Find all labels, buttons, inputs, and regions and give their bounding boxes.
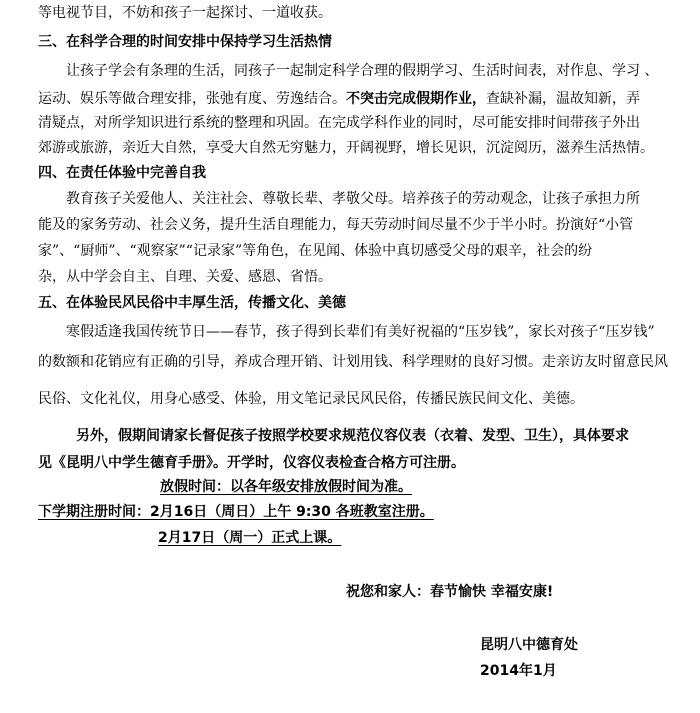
- section-3-para-line-3: 清疑点，对所学知识进行系统的整理和巩固。在完成学科作业的同时，尽可能安排时间带孩子外出: [38, 115, 640, 131]
- intro-tail-text: 等电视节目，不妨和孩子一起探讨、一道收获。: [38, 5, 332, 21]
- section-3-emphasis: 不突击完成假期作业，: [346, 91, 486, 107]
- signature-org: 昆明八中德育处: [480, 637, 578, 653]
- signature-date: 2014年1月: [480, 663, 557, 679]
- section-3-para-line-2-c: 查缺补漏，温故知新，弄: [486, 91, 640, 107]
- greeting: 祝您和家人：春节愉快 幸福安康!: [346, 584, 554, 600]
- section-4-para-line-4: 杂，从中学会自主、自理、关爱、感恩、省悟。: [38, 269, 332, 285]
- notice-line-1: 另外，假期间请家长督促孩子按照学校要求规范仪容仪表（衣着、发型、卫生），具体要求: [76, 428, 629, 444]
- section-5-heading: 五、在体验民风民俗中丰厚生活，传播文化、美德: [38, 295, 346, 311]
- section-5-para-line-1: 寒假适逢我国传统节日——春节，孩子得到长辈们有美好祝福的“压岁钱”，家长对孩子“压岁钱”: [66, 324, 655, 340]
- section-3-para-line-2-a: 运动、娱乐等做合理安排，张弛有度、劳逸结合。: [38, 91, 346, 107]
- section-4-para-line-2: 能及的家务劳动、社会义务，提升生活自理能力，每天劳动时间尽量不少于半小时。扮演好“小管: [38, 217, 634, 233]
- section-4-para-line-3: 家”、“厨师”、“观察家”“记录家”等角色，在见闻、体验中真切感受父母的艰辛，社会的纷: [38, 243, 593, 259]
- notice-line-2: 见《昆明八中学生德育手册》。开学时，仪容仪表检查合格方可注册。: [38, 455, 465, 471]
- vacation-time: 放假时间：以各年级安排放假时间为准。: [160, 479, 412, 495]
- section-3-para-line-1: 让孩子学会有条理的生活，同孩子一起制定科学合理的假期学习、生活时间表，对作息、学习 、: [66, 63, 659, 79]
- section-5-para-line-2: 的数额和花销应有正确的引导，养成合理开销、计划用钱、科学理财的良好习惯。走亲访友时留意民风: [38, 354, 668, 370]
- section-3-para-line-4: 郊游或旅游，亲近大自然，享受大自然无穷魅力，开阔视野，增长见识，沉淀阅历，滋养生活热情。: [38, 140, 654, 156]
- section-3-heading: 三、在科学合理的时间安排中保持学习生活热情: [38, 34, 332, 50]
- section-4-para-line-1: 教育孩子关爱他人、关注社会、尊敬长辈、孝敬父母。培养孩子的劳动观念，让孩子承担力所: [66, 191, 640, 207]
- section-4-heading: 四、在责任体验中完善自我: [38, 165, 206, 181]
- class-start-time: 2月17日（周一）正式上课。: [158, 530, 342, 546]
- section-3-para-line-2: [38, 90, 640, 108]
- registration-time: 下学期注册时间：2月16日（周日）上午 9:30 各班教室注册。: [38, 504, 434, 520]
- section-5-para-line-3: 民俗、文化礼仪，用身心感受、体验，用文笔记录民风民俗，传播民族民间文化、美德。: [38, 391, 584, 407]
